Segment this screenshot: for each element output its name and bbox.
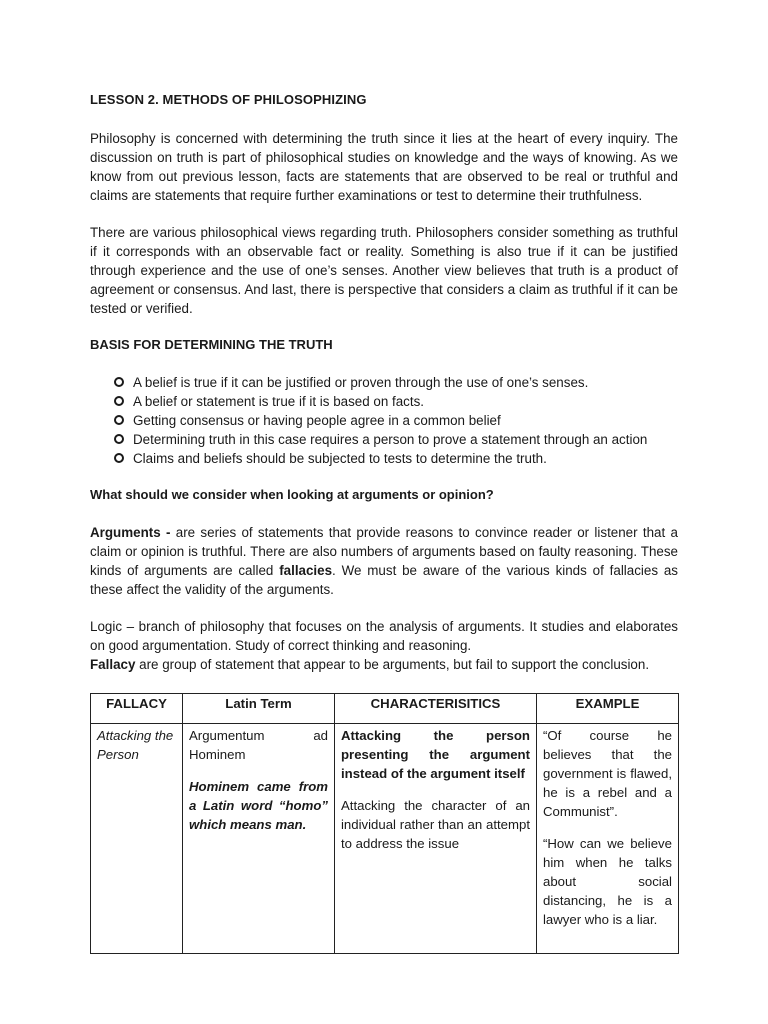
arguments-paragraph: Arguments - are series of statements that provide reasons to convince reader or listener that a claim or opinion is truthful. There are also numbers of arguments based on faulty reasoning. These kinds of arguments are called fallacies. We must be aware of the various kinds of fallacies as these affect the validity of the arguments.	[90, 525, 678, 597]
fallacy-table	[90, 693, 679, 954]
circle-bullet-icon	[114, 377, 124, 387]
table-row	[91, 724, 679, 954]
example-1: “Of course he believes that the government is flawed, he is a rebel and a Communist”.	[543, 728, 672, 819]
basis-list	[112, 373, 678, 468]
logic-paragraph: Logic – branch of philosophy that focuses on the analysis of arguments. It studies and elaborates on good argumentation. Study of correct thinking and reasoning.	[90, 619, 678, 653]
circle-bullet-icon	[114, 396, 124, 406]
fallacies-term: fallacies	[279, 563, 333, 578]
list-item: Determining truth in this case requires a person to prove a statement through an action	[112, 430, 678, 449]
header-example: EXAMPLE	[537, 694, 679, 724]
lesson-title: LESSON 2. METHODS OF PHILOSOPHIZING	[90, 92, 367, 107]
arguments-term: Arguments -	[90, 525, 171, 540]
list-item: A belief or statement is true if it is based on facts.	[112, 392, 678, 411]
characteristics-text: Attacking the character of an individual rather than an attempt to address the issue	[341, 798, 530, 851]
circle-bullet-icon	[114, 434, 124, 444]
fallacy-term: Fallacy	[90, 657, 136, 672]
circle-bullet-icon	[114, 415, 124, 425]
characteristics-bold: Attacking the person presenting the argument instead of the argument itself	[341, 728, 530, 781]
list-item: A belief is true if it can be justified or proven through the use of one’s senses.	[112, 373, 678, 392]
latin-note: Hominem came from a Latin word “homo” which means man.	[189, 779, 328, 832]
views-paragraph: There are various philosophical views regarding truth. Philosophers consider something as truthful if it corresponds with an observable fact or reality. Something is also true if it can be justified through experience and the use of one’s senses. Another view believes that truth is a product of agreement or consensus. And last, there is perspective that considers a claim as truthful if it can be tested or verified.	[90, 225, 678, 316]
table-header-row	[91, 694, 679, 724]
basis-heading: BASIS FOR DETERMINING THE TRUTH	[90, 337, 333, 352]
list-item: Claims and beliefs should be subjected to tests to determine the truth.	[112, 449, 678, 468]
question-heading: What should we consider when looking at arguments or opinion?	[90, 487, 494, 502]
latin-term-cell: Argumentum ad Hominem Hominem came from a Latin word “homo” which means man.	[183, 724, 335, 954]
circle-bullet-icon	[114, 453, 124, 463]
list-item: Getting consensus or having people agree in a common belief	[112, 411, 678, 430]
header-latin-term: Latin Term	[183, 694, 335, 724]
intro-paragraph: Philosophy is concerned with determining the truth since it lies at the heart of every inquiry. The discussion on truth is part of philosophical studies on knowledge and the ways of knowing. As we know from out previous lesson, facts are statements that are observed to be real or truthful and claims are statements that require further examinations or test to determine their truthfulness.	[90, 131, 678, 203]
header-fallacy: FALLACY	[91, 694, 183, 724]
fallacy-definition: Fallacy are group of statement that appear to be arguments, but fail to support the conclusion.	[90, 657, 650, 672]
example-2: “How can we believe him when he talks about social distancing, he is a lawyer who is a liar.	[543, 836, 672, 927]
header-characteristics: CHARACTERISITICS	[335, 694, 537, 724]
fallacy-cell: Attacking the Person	[91, 724, 183, 954]
example-cell	[537, 724, 679, 954]
characteristics-cell	[335, 724, 537, 954]
